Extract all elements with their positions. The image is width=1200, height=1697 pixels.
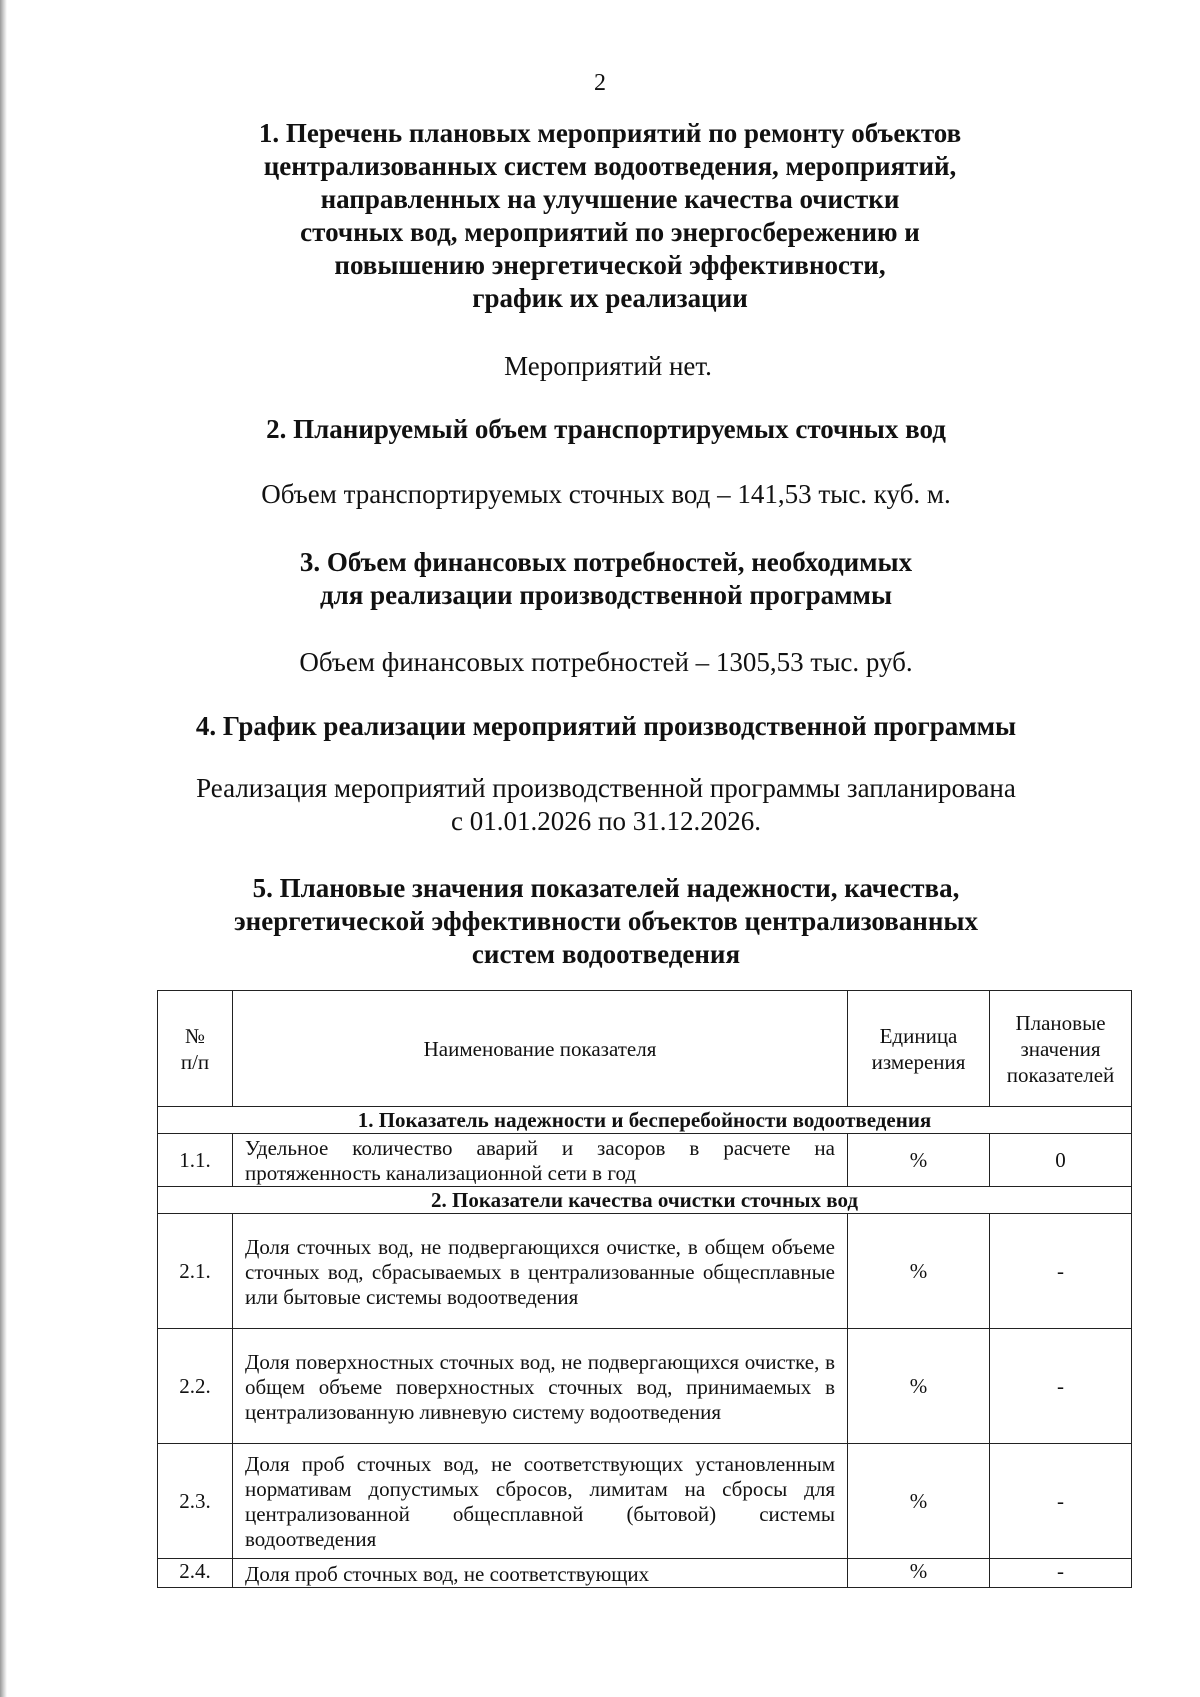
header-text: показателей — [1006, 1062, 1115, 1087]
heading-line: график их реализации — [472, 283, 748, 313]
row-name: Доля проб сточных вод, не соответствующих — [233, 1559, 848, 1588]
row-name: Доля поверхностных сточных вод, не подвергающихся очистке, в общем объеме поверхностных сточных вод, принимаемых в централизованную ливневую систему водоотведения — [233, 1329, 848, 1444]
heading-line: систем водоотведения — [471, 939, 741, 969]
row-value: - — [990, 1444, 1132, 1559]
row-unit: % — [848, 1134, 990, 1187]
section-5-heading — [6, 872, 1200, 971]
row-value: - — [990, 1329, 1132, 1444]
row-num: 2.1. — [158, 1214, 233, 1329]
table-row — [158, 1134, 1132, 1187]
heading-line: 5. Плановые значения показателей надежности, качества, — [252, 873, 960, 903]
heading-line: направленных на улучшение качества очистки — [320, 184, 900, 214]
section-4-text — [6, 772, 1200, 838]
header-text: Плановые — [1015, 1010, 1106, 1035]
heading-line: 3. Объем финансовых потребностей, необходимых — [299, 547, 913, 577]
header-text: измерения — [871, 1049, 966, 1074]
indicators-table — [157, 990, 1132, 1588]
header-unit — [848, 991, 990, 1107]
header-text: п/п — [180, 1049, 210, 1074]
row-unit: % — [848, 1214, 990, 1329]
group-row — [158, 1107, 1132, 1134]
row-value: - — [990, 1559, 1132, 1588]
header-text: значения — [1020, 1036, 1101, 1061]
section-3-text: Объем финансовых потребностей – 1305,53 тыс. руб. — [299, 647, 913, 677]
section-1-heading — [10, 117, 1200, 315]
row-value: - — [990, 1214, 1132, 1329]
row-name: Удельное количество аварий и засоров в расчете на протяженность канализационной сети в год — [233, 1134, 848, 1187]
scan-edge — [0, 0, 7, 1697]
heading-line: энергетической эффективности объектов централизованных — [233, 906, 978, 936]
heading-line: сточных вод, мероприятий по энергосбережению и — [300, 217, 920, 247]
header-text: № — [184, 1023, 206, 1048]
row-num: 1.1. — [158, 1134, 233, 1187]
row-value: 0 — [990, 1134, 1132, 1187]
header-name: Наименование показателя — [233, 991, 848, 1107]
table-row — [158, 1559, 1132, 1588]
section-2-text: Объем транспортируемых сточных вод – 141,53 тыс. куб. м. — [261, 479, 951, 509]
group-title: 2. Показатели качества очистки сточных вод — [158, 1187, 1132, 1214]
table-row — [158, 1214, 1132, 1329]
header-value — [990, 991, 1132, 1107]
section-2-heading — [6, 413, 1200, 446]
row-name: Доля проб сточных вод, не соответствующих установленным нормативам допустимых сбросов, лимитам на сбросы для централизованной общесплавной (бытовой) системы водоотведения — [233, 1444, 848, 1559]
row-num: 2.4. — [158, 1559, 233, 1588]
row-unit: % — [848, 1444, 990, 1559]
table-header-row — [158, 991, 1132, 1107]
table-row — [158, 1444, 1132, 1559]
text-line: с 01.01.2026 по 31.12.2026. — [451, 806, 761, 836]
heading-line: 4. График реализации мероприятий производственной программы — [195, 711, 1017, 741]
heading-line: 1. Перечень плановых мероприятий по ремонту объектов — [258, 118, 962, 148]
text-line: Реализация мероприятий производственной программы запланирована — [196, 773, 1016, 803]
heading-line: для реализации производственной программы — [319, 580, 893, 610]
page-number: 2 — [594, 70, 606, 96]
heading-line: централизованных систем водоотведения, мероприятий, — [263, 151, 957, 181]
group-row — [158, 1187, 1132, 1214]
section-4-heading — [6, 710, 1200, 743]
row-unit: % — [848, 1559, 990, 1588]
table-row — [158, 1329, 1132, 1444]
section-3-heading — [6, 546, 1200, 612]
heading-line: 2. Планируемый объем транспортируемых сточных вод — [266, 414, 946, 444]
row-unit: % — [848, 1329, 990, 1444]
row-name: Доля сточных вод, не подвергающихся очистке, в общем объеме сточных вод, сбрасываемых в централизованные общесплавные или бытовые системы водоотведения — [233, 1214, 848, 1329]
group-title: 1. Показатель надежности и бесперебойности водоотведения — [158, 1107, 1132, 1134]
header-num — [158, 991, 233, 1107]
section-1-text: Мероприятий нет. — [504, 351, 712, 381]
heading-line: повышению энергетической эффективности, — [334, 250, 886, 280]
header-text: Единица — [879, 1023, 958, 1048]
row-num: 2.2. — [158, 1329, 233, 1444]
row-num: 2.3. — [158, 1444, 233, 1559]
